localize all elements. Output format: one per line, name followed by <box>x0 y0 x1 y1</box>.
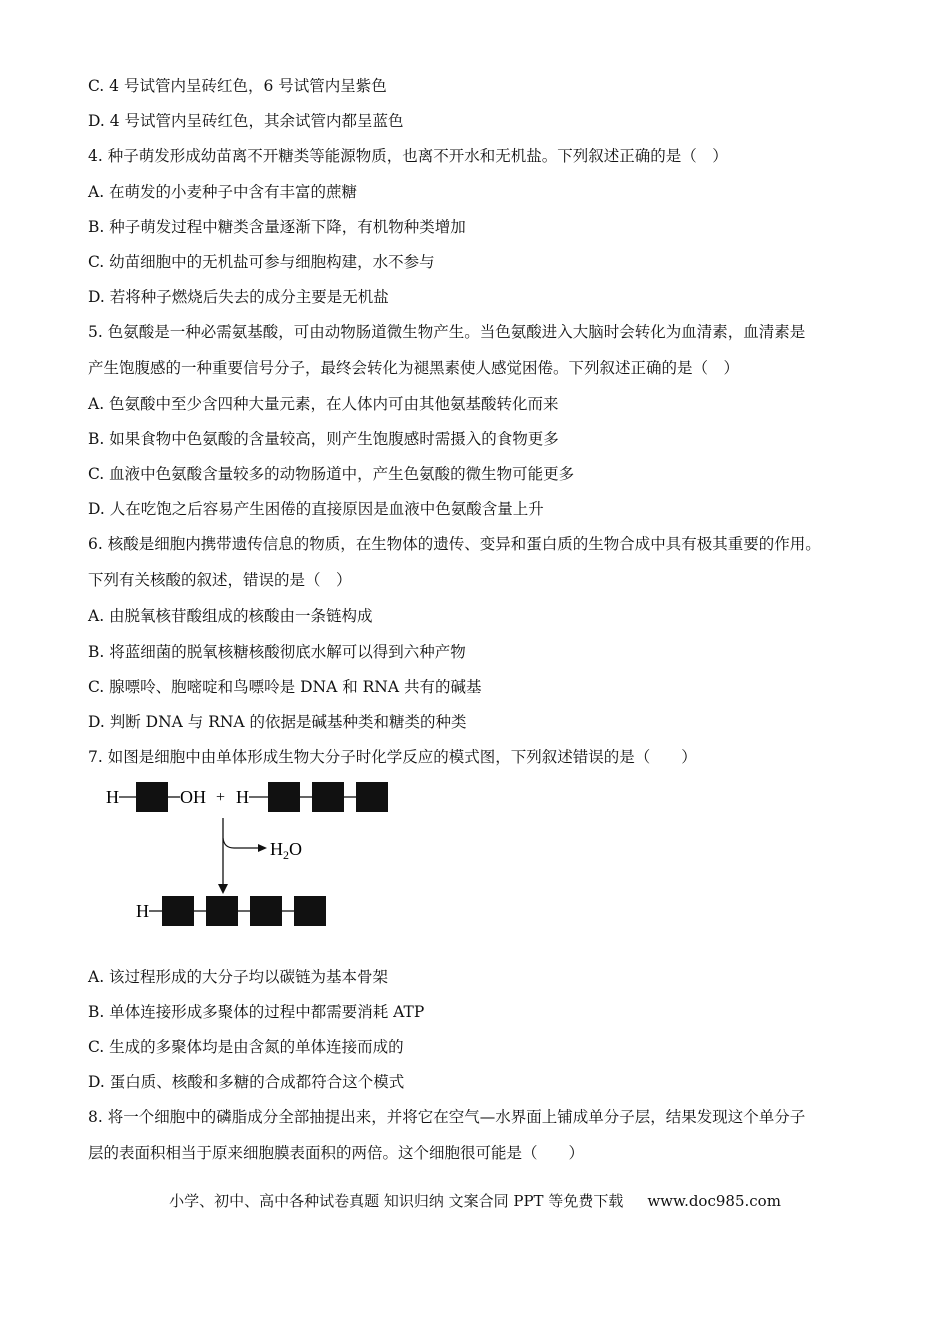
monomer-block <box>268 782 300 812</box>
monomer-block <box>136 782 168 812</box>
diagram-h-right: H <box>236 787 249 807</box>
question-6-stem-line1: 6. 核酸是细胞内携带遗传信息的物质，在生物体的遗传、变异和蛋白质的生物合成中具有极其重要的作用。 <box>88 535 821 553</box>
monomer-block <box>162 896 194 926</box>
option-4b: B. 种子萌发过程中糖类含量逐渐下降，有机物种类增加 <box>88 218 466 236</box>
option-6d: D. 判断 DNA 与 RNA 的依据是碱基种类和糖类的种类 <box>88 713 467 731</box>
option-5c: C. 血液中色氨酸含量较多的动物肠道中，产生色氨酸的微生物可能更多 <box>88 465 575 483</box>
monomer-block <box>250 896 282 926</box>
option-6a: A. 由脱氧核苷酸组成的核酸由一条链构成 <box>88 607 373 625</box>
option-3c: C. 4 号试管内呈砖红色，6 号试管内呈紫色 <box>88 77 387 95</box>
option-5a: A. 色氨酸中至少含四种大量元素，在人体内可由其他氨基酸转化而来 <box>88 395 559 413</box>
monomer-block <box>206 896 238 926</box>
monomer-block <box>356 782 388 812</box>
page-footer <box>0 1190 950 1212</box>
footer-text: 小学、初中、高中各种试卷真题 知识归纳 文案合同 PPT 等免费下载 <box>169 1192 624 1210</box>
option-7d: D. 蛋白质、核酸和多糖的合成都符合这个模式 <box>88 1073 405 1091</box>
option-3d: D. 4 号试管内呈砖红色，其余试管内都呈蓝色 <box>88 112 404 130</box>
option-7a: A. 该过程形成的大分子均以碳链为基本骨架 <box>88 968 389 986</box>
question-8-stem-line1: 8. 将一个细胞中的磷脂成分全部抽提出来，并将它在空气—水界面上铺成单分子层，结果发现这个单分子 <box>88 1108 806 1126</box>
water-branch-arrow <box>223 838 260 848</box>
option-4d: D. 若将种子燃烧后失去的成分主要是无机盐 <box>88 288 389 306</box>
monomer-block <box>294 896 326 926</box>
polymerization-diagram <box>100 776 400 934</box>
option-5d: D. 人在吃饱之后容易产生困倦的直接原因是血液中色氨酸含量上升 <box>88 500 544 518</box>
diagram-h-left: H <box>106 787 119 807</box>
water-label: $H_2O$ <box>270 839 302 862</box>
diagram-oh: OH <box>180 787 206 807</box>
footer-url[interactable]: www.doc985.com <box>647 1192 781 1210</box>
question-8-stem-line2: 层的表面积相当于原来细胞膜表面积的两倍。这个细胞很可能是（ ） <box>88 1144 585 1162</box>
question-5-stem-line2: 产生饱腹感的一种重要信号分子，最终会转化为褪黑素使人感觉困倦。下列叙述正确的是（ ） <box>88 359 740 377</box>
option-6b: B. 将蓝细菌的脱氧核糖核酸彻底水解可以得到六种产物 <box>88 643 466 661</box>
monomer-block <box>312 782 344 812</box>
option-6c: C. 腺嘌呤、胞嘧啶和鸟嘌呤是 DNA 和 RNA 共有的碱基 <box>88 678 482 696</box>
option-4c: C. 幼苗细胞中的无机盐可参与细胞构建，水不参与 <box>88 253 435 271</box>
diagram-h-product: H <box>136 901 149 921</box>
diagram-plus: + <box>216 789 226 806</box>
arrow-head-icon <box>218 884 228 894</box>
arrow-head-icon <box>258 844 267 852</box>
question-5-stem-line1: 5. 色氨酸是一种必需氨基酸，可由动物肠道微生物产生。当色氨酸进入大脑时会转化为血清素，血清素是 <box>88 323 806 341</box>
question-4-stem: 4. 种子萌发形成幼苗离不开糖类等能源物质，也离不开水和无机盐。下列叙述正确的是（ ） <box>88 147 728 165</box>
option-5b: B. 如果食物中色氨酸的含量较高，则产生饱腹感时需摄入的食物更多 <box>88 430 559 448</box>
option-7b: B. 单体连接形成多聚体的过程中都需要消耗 ATP <box>88 1003 425 1021</box>
question-7-stem: 7. 如图是细胞中由单体形成生物大分子时化学反应的模式图，下列叙述错误的是（ ） <box>88 748 697 766</box>
question-6-stem-line2: 下列有关核酸的叙述，错误的是（ ） <box>88 571 352 589</box>
option-7c: C. 生成的多聚体均是由含氮的单体连接而成的 <box>88 1038 404 1056</box>
option-4a: A. 在萌发的小麦种子中含有丰富的蔗糖 <box>88 183 358 201</box>
